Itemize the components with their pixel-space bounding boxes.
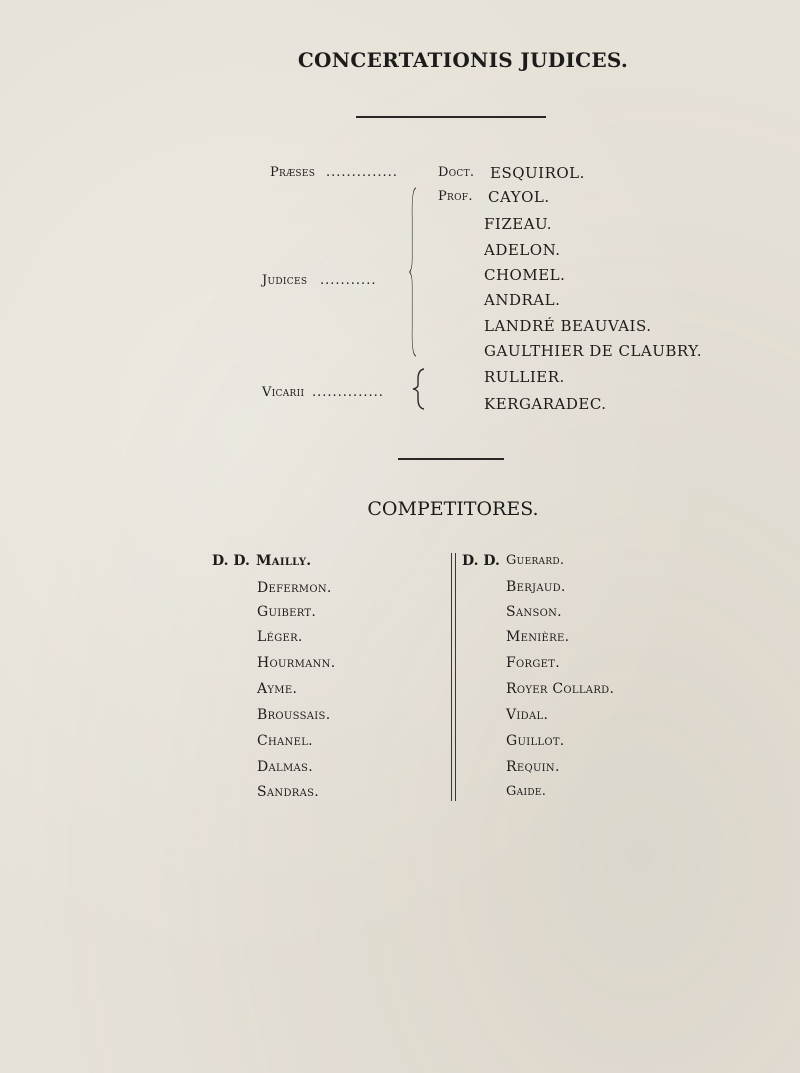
title-rule bbox=[356, 116, 546, 118]
judex-name: ANDRAL. bbox=[484, 291, 561, 309]
competitor-name: Hourmann. bbox=[257, 655, 336, 671]
vicarii-dots: .............. bbox=[312, 385, 384, 400]
praeses-name: ESQUIROL. bbox=[490, 164, 585, 182]
judex-name: ADELON. bbox=[484, 241, 561, 259]
judices-label: Judices bbox=[262, 273, 308, 288]
competitor-name: Vidal. bbox=[506, 707, 549, 723]
judices-dots: ........... bbox=[320, 273, 377, 288]
competitor-name: Broussais. bbox=[257, 707, 331, 723]
competitor-name: Sanson. bbox=[506, 604, 562, 620]
page-title: CONCERTATIONIS JUDICES. bbox=[297, 48, 629, 72]
praeses-label: Præses bbox=[270, 165, 316, 180]
column-divider bbox=[455, 553, 456, 801]
competitors-heading: COMPETITORES. bbox=[367, 498, 539, 520]
praeses-title: Doct. bbox=[438, 165, 475, 180]
competitor-name: Dalmas. bbox=[257, 759, 313, 775]
praeses-dots: .............. bbox=[326, 165, 398, 180]
vicarius-name: KERGARADEC. bbox=[484, 395, 607, 413]
competitors-prefix-left: D. D. bbox=[212, 553, 250, 569]
competitor-name: Berjaud. bbox=[506, 579, 566, 595]
competitor-name: Guillot. bbox=[506, 733, 565, 749]
judex-name: FIZEAU. bbox=[484, 215, 553, 233]
judex-name: GAULTHIER DE CLAUBRY. bbox=[484, 342, 702, 360]
vicarii-brace bbox=[410, 367, 430, 415]
judices-title: Prof. bbox=[438, 189, 473, 204]
competitors-prefix-right: D. D. bbox=[462, 553, 500, 569]
competitor-name: Léger. bbox=[257, 629, 303, 645]
competitor-name: Sandras. bbox=[257, 784, 320, 800]
judex-name: LANDRÉ BEAUVAIS. bbox=[484, 317, 652, 335]
column-divider bbox=[451, 553, 452, 801]
competitor-name: Ayme. bbox=[257, 681, 298, 697]
competitor-name: Requin. bbox=[506, 759, 560, 775]
section-rule bbox=[398, 458, 504, 460]
judex-name: CHOMEL. bbox=[484, 266, 566, 284]
competitor-name: Forget. bbox=[506, 655, 560, 671]
competitor-name: Chanel. bbox=[257, 733, 313, 749]
competitor-name: Menière. bbox=[506, 629, 570, 645]
judex-name: CAYOL. bbox=[488, 188, 550, 206]
competitor-name: Guibert. bbox=[257, 604, 317, 620]
competitor-name: Mailly. bbox=[256, 553, 312, 569]
judices-brace bbox=[408, 178, 419, 358]
competitor-name: Guerard. bbox=[506, 553, 565, 568]
competitor-name: Gaide. bbox=[506, 784, 547, 799]
vicarius-name: RULLIER. bbox=[484, 368, 565, 386]
vicarii-label: Vicarii bbox=[262, 385, 305, 400]
competitor-name: Defermon. bbox=[257, 580, 332, 596]
competitor-name: Royer Collard. bbox=[506, 681, 615, 697]
